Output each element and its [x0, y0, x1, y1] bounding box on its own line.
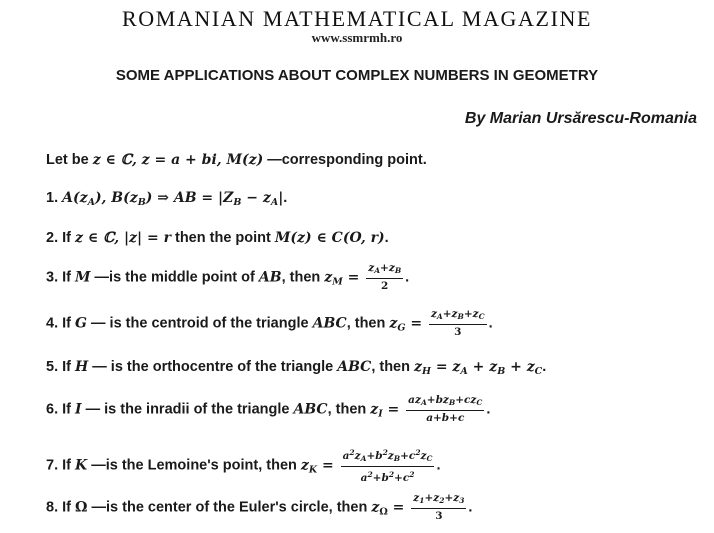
item-subscript: A — [270, 197, 279, 208]
item-math: = — [317, 457, 339, 474]
item-subscript: K — [308, 464, 318, 476]
fraction — [366, 262, 403, 293]
item-math: AB — [258, 269, 282, 286]
item-text: —is the Lemoine's point, then — [87, 457, 301, 474]
intro-text-2: —corresponding point. — [263, 152, 427, 168]
item-math: = — [382, 401, 405, 418]
item-text: —is the center of the Euler's circle, then — [87, 499, 372, 516]
item-text: , then — [327, 401, 371, 418]
fraction-denominator: $a^2+b^2+c^2$ — [360, 470, 415, 484]
item-text: 3. If — [46, 269, 76, 286]
item-math: − z — [241, 190, 271, 206]
item-text: . — [468, 499, 473, 516]
website-url: www.ssmrmh.ro — [311, 30, 403, 45]
item-subscript: B — [137, 197, 146, 208]
item-text: . — [405, 269, 410, 286]
item-math: ABC — [293, 401, 328, 418]
item-subscript: H — [421, 366, 431, 377]
item-text: 2. If — [46, 230, 76, 246]
item-3 — [46, 262, 409, 293]
item-subscript: A — [460, 366, 468, 377]
item-math: | — [278, 190, 284, 206]
item-math: z — [370, 401, 379, 418]
item-2 — [46, 230, 389, 246]
item-math: M(z) ∈ C(O, r) — [274, 230, 385, 246]
fraction — [411, 492, 466, 523]
item-6 — [46, 394, 490, 425]
item-subscript: C — [534, 366, 543, 377]
item-text: 5. If — [46, 359, 76, 375]
item-5 — [46, 359, 546, 377]
item-math: G — [75, 315, 87, 332]
fraction — [341, 446, 435, 485]
item-subscript: B — [497, 366, 506, 377]
item-math: ), B(z — [94, 190, 138, 206]
intro-math: z ∈ ℂ, z = a + bi, M(z) — [92, 152, 264, 168]
item-math: ) ⇒ AB = |Z — [145, 190, 234, 206]
fraction-denominator: a+b+c — [426, 412, 465, 424]
item-1 — [46, 190, 287, 208]
item-subscript: A — [87, 197, 95, 208]
item-math: = — [342, 269, 365, 286]
item-math: + z — [467, 359, 498, 375]
item-text: , then — [281, 269, 325, 286]
item-text: 8. If — [46, 499, 76, 516]
item-text: , then — [371, 359, 415, 375]
item-text: 1. — [46, 190, 63, 206]
item-text: —is the middle point of — [90, 269, 259, 286]
item-text: . — [486, 401, 491, 418]
item-subscript: M — [332, 276, 343, 288]
magazine-title: ROMANIAN MATHEMATICAL MAGAZINE — [121, 6, 593, 31]
item-math: ABC — [312, 315, 347, 332]
item-text: . — [542, 359, 547, 375]
item-subscript: I — [378, 408, 383, 420]
fraction-numerator: azA+bzB+czC — [406, 394, 484, 411]
item-math: z ∈ ℂ, |z| = r — [75, 230, 171, 246]
item-math: M — [75, 269, 91, 286]
item-text: — is the orthocentre of the triangle — [88, 359, 338, 375]
item-math: Ω — [75, 499, 88, 516]
item-math: z — [324, 269, 333, 286]
item-math: z — [300, 457, 309, 474]
item-text: . — [436, 457, 441, 474]
item-text: . — [283, 190, 288, 206]
item-math: z — [371, 499, 380, 516]
item-subscript: Ω — [379, 506, 388, 518]
fraction-numerator: zA+zB+zC — [429, 308, 487, 325]
item-text: 7. If — [46, 457, 76, 474]
fraction-numerator: z1+z2+z3 — [411, 492, 466, 509]
fraction-numerator: zA+zB — [366, 262, 403, 279]
item-math: z — [389, 315, 398, 332]
intro-line — [46, 152, 427, 168]
item-math: H — [75, 359, 89, 375]
item-text: 4. If — [46, 315, 76, 332]
fraction-denominator: 3 — [454, 326, 462, 338]
item-text: 6. If — [46, 401, 76, 418]
item-math: z — [414, 359, 422, 375]
item-math: I — [75, 401, 82, 418]
item-subscript: G — [397, 322, 406, 334]
item-subscript: B — [233, 197, 242, 208]
item-8 — [46, 492, 472, 523]
item-math: K — [75, 457, 88, 474]
item-text: — is the inradii of the triangle — [81, 401, 294, 418]
item-text: — is the centroid of the triangle — [86, 315, 313, 332]
fraction-denominator: 2 — [381, 280, 389, 292]
item-7 — [46, 446, 441, 485]
article-title: SOME APPLICATIONS ABOUT COMPLEX NUMBERS IN GEOMETRY — [115, 67, 599, 84]
fraction-numerator: $a^2zA+b^2zB+c^2zC$ — [341, 446, 435, 467]
article-author: By Marian Ursărescu-Romania — [464, 110, 697, 127]
fraction-denominator: 3 — [435, 510, 443, 522]
item-text: . — [488, 315, 493, 332]
item-text: then the point — [170, 230, 275, 246]
fraction — [406, 394, 484, 425]
item-math: = z — [430, 359, 461, 375]
item-math: = — [405, 315, 427, 332]
item-text: . — [384, 230, 389, 246]
item-math: ABC — [337, 359, 372, 375]
item-math: + z — [505, 359, 535, 375]
item-math: = — [387, 499, 410, 516]
intro-text: Let be — [46, 152, 93, 168]
item-4 — [46, 308, 493, 339]
item-text: , then — [346, 315, 390, 332]
fraction — [429, 308, 487, 339]
item-math: A(z — [62, 190, 88, 206]
